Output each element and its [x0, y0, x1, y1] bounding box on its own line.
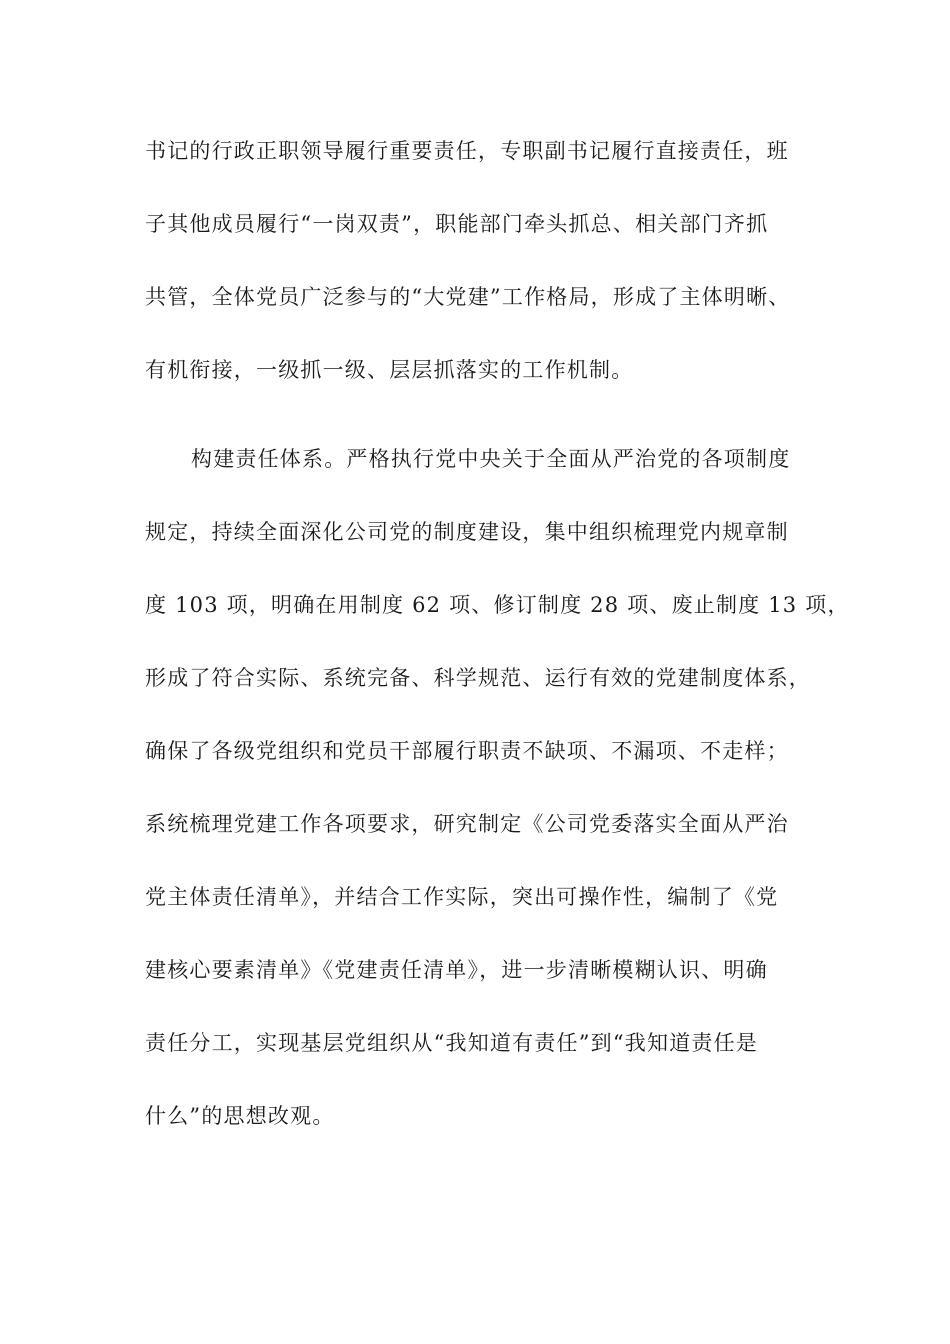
text-line: 责任分工，实现基层党组织从“我知道有责任”到“我知道责任是	[145, 1031, 759, 1055]
text-line: 系统梳理党建工作各项要求，研究制定《公司党委落实全面从严治	[145, 812, 789, 836]
text-line: 书记的行政正职领导履行重要责任，专职副书记履行直接责任，班	[145, 139, 789, 163]
text-line: 确保了各级党组织和党员干部履行职责不缺项、不漏项、不走样；	[145, 739, 789, 763]
paragraph-responsibility-structure	[145, 137, 815, 429]
text-line: 构建责任体系。严格执行党中央关于全面从严治党的各项制度	[191, 447, 791, 471]
text-line: 党主体责任清单》，并结合工作实际，突出可操作性，编制了《党	[145, 885, 779, 909]
text-line: 什么”的思想改观。	[145, 1104, 335, 1128]
text-line: 有机衔接，一级抓一级、层层抓落实的工作机制。	[145, 358, 634, 382]
text-line: 共管，全体党员广泛参与的“大党建”工作格局，形成了主体明晰、	[145, 285, 791, 309]
text-line: 规定，持续全面深化公司党的制度建设，集中组织梳理党内规章制	[145, 520, 789, 544]
text-line: 子其他成员履行“一岗双责”，职能部门牵头抓总、相关部门齐抓	[145, 212, 769, 236]
paragraph-build-responsibility-system	[145, 445, 850, 1175]
text-line: 建核心要素清单》《党建责任清单》，进一步清晰模糊认识、明确	[145, 958, 768, 982]
text-line: 度 103 项，明确在用制度 62 项、修订制度 28 项、废止制度 13 项，	[145, 593, 850, 617]
text-line: 形成了符合实际、系统完备、科学规范、运行有效的党建制度体系，	[145, 666, 811, 690]
